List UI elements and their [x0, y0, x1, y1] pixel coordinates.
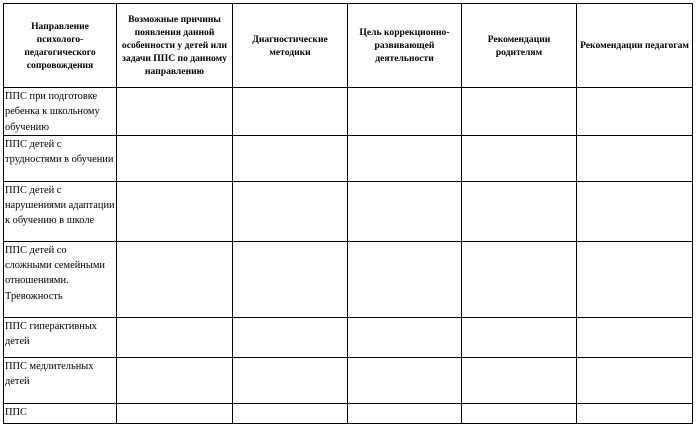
empty-cell	[462, 317, 577, 357]
empty-cell	[117, 135, 233, 181]
row-label: ППС медлительных детей	[5, 360, 94, 388]
empty-cell	[577, 317, 693, 357]
empty-cell	[462, 357, 577, 403]
empty-cell	[233, 403, 348, 423]
header-parent-recommendations: Рекомендации родителям	[462, 4, 577, 88]
empty-cell	[233, 88, 348, 136]
header-correction-goal: Цель коррекционно-развивающей деятельности	[348, 4, 462, 88]
empty-cell	[117, 403, 233, 423]
document-page	[3, 3, 695, 418]
empty-cell	[117, 181, 233, 241]
header-teacher-recommendations: Рекомендации педагогам	[577, 4, 693, 88]
empty-cell	[233, 135, 348, 181]
row-label-cell	[4, 241, 117, 317]
empty-cell	[348, 241, 462, 317]
row-label-cell	[4, 181, 117, 241]
empty-cell	[117, 357, 233, 403]
empty-cell	[348, 181, 462, 241]
table-row	[4, 317, 693, 357]
empty-cell	[348, 317, 462, 357]
empty-cell	[577, 241, 693, 317]
table-row	[4, 88, 693, 136]
table-row	[4, 241, 693, 317]
empty-cell	[577, 403, 693, 423]
empty-cell	[117, 317, 233, 357]
support-directions-table	[3, 3, 693, 424]
empty-cell	[233, 317, 348, 357]
row-label: ППС детей с трудностями в обучении	[5, 138, 114, 166]
empty-cell	[348, 357, 462, 403]
empty-cell	[462, 241, 577, 317]
header-causes: Возможные причины появления данной особенности у детей или задачи ППС по данному направлению	[117, 4, 233, 88]
row-label-cell	[4, 135, 117, 181]
row-label-cell	[4, 88, 117, 136]
table-row	[4, 357, 693, 403]
table-row	[4, 403, 693, 423]
header-diagnostics: Диагностические методики	[233, 4, 348, 88]
row-label-cell	[4, 317, 117, 357]
row-label: ППС детей со сложными семейными отношениями. Тревожность	[5, 244, 105, 302]
empty-cell	[117, 88, 233, 136]
row-label: ППС гиперактивных детей	[5, 320, 97, 348]
empty-cell	[233, 181, 348, 241]
empty-cell	[117, 241, 233, 317]
empty-cell	[577, 135, 693, 181]
empty-cell	[462, 403, 577, 423]
empty-cell	[577, 181, 693, 241]
row-label: ППС при подготовке ребенка к школьному обучению	[5, 91, 100, 133]
empty-cell	[348, 88, 462, 136]
table-header-row	[4, 4, 693, 88]
table-row	[4, 135, 693, 181]
empty-cell	[577, 88, 693, 136]
row-label: ППС	[5, 406, 27, 418]
table-row	[4, 181, 693, 241]
row-label-cell	[4, 357, 117, 403]
empty-cell	[233, 357, 348, 403]
row-label: ППС детей с нарушениями адаптации к обучению в школе	[5, 184, 115, 227]
empty-cell	[348, 135, 462, 181]
empty-cell	[348, 403, 462, 423]
empty-cell	[462, 88, 577, 136]
row-label-cell	[4, 403, 117, 423]
empty-cell	[462, 135, 577, 181]
header-direction: Направление психолого-педагогического сопровождения	[4, 4, 117, 88]
empty-cell	[233, 241, 348, 317]
empty-cell	[462, 181, 577, 241]
empty-cell	[577, 357, 693, 403]
